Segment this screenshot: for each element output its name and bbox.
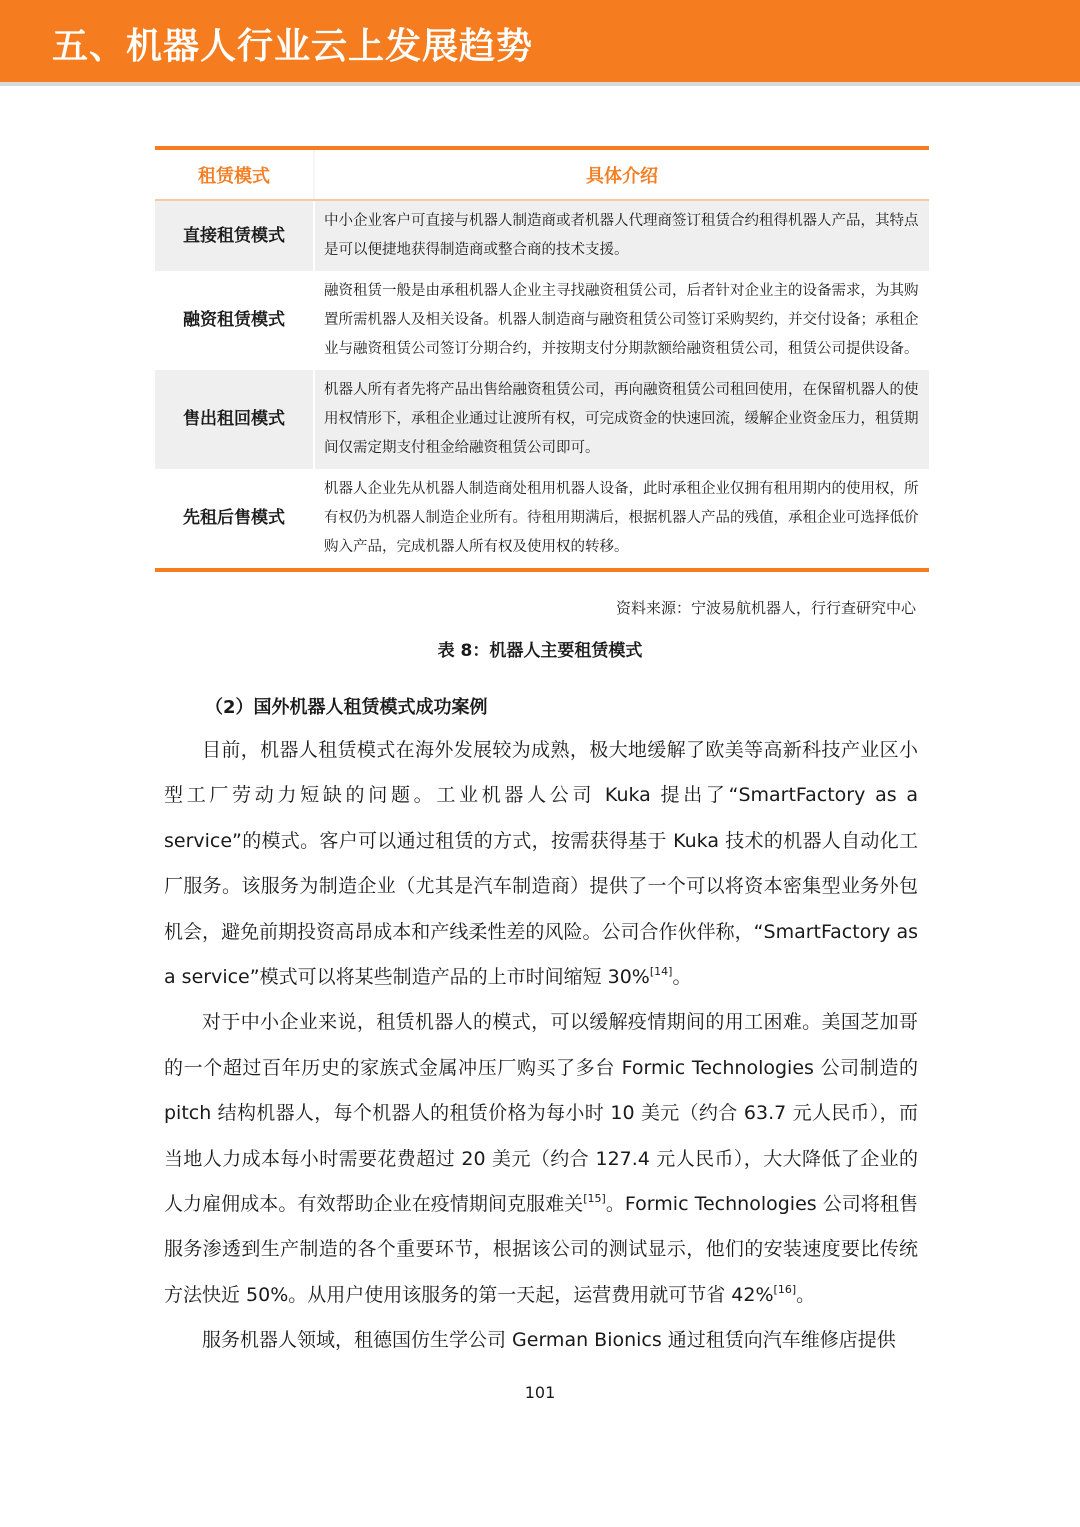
column-header-mode: 租赁模式 [155, 148, 314, 200]
body-text [164, 728, 918, 1364]
mode-cell: 融资租赁模式 [155, 271, 314, 370]
description-cell: 中小企业客户可直接与机器人制造商或者机器人代理商签订租赁合约租得机器人产品，其特点是可以便捷地获得制造商或整合商的技术支援。 [314, 200, 929, 271]
table-source-note: 资料来源：宁波易航机器人，行行查研究中心 [615, 599, 916, 617]
paragraph [164, 1000, 918, 1318]
subsection-heading: （2）国外机器人租赁模式成功案例 [205, 697, 488, 718]
mode-cell: 直接租赁模式 [155, 200, 314, 271]
paragraph [164, 728, 918, 1000]
mode-cell: 先租后售模式 [155, 469, 314, 570]
table-row [155, 370, 929, 469]
table-row [155, 271, 929, 370]
description-cell: 融资租赁一般是由承租机器人企业主寻找融资租赁公司，后者针对企业主的设备需求，为其购置所需机器人及相关设备。机器人制造商与融资租赁公司签订采购契约，并交付设备；承租企业与融资租赁公司签订分期合约，并按期支付分期款额给融资租赁公司，租赁公司提供设备。 [314, 271, 929, 370]
citation-ref: [15] [583, 1192, 606, 1206]
leasing-modes-table [155, 146, 929, 572]
section-header [0, 0, 1080, 86]
column-header-description: 具体介绍 [314, 148, 929, 200]
table-header-row [155, 148, 929, 200]
table-row [155, 469, 929, 570]
citation-ref: [14] [649, 965, 673, 979]
mode-cell: 售出租回模式 [155, 370, 314, 469]
citation-ref: [16] [773, 1282, 797, 1296]
description-cell: 机器人企业先从机器人制造商处租用机器人设备，此时承租企业仅拥有租用期内的使用权，所有权仍为机器人制造企业所有。待租用期满后，根据机器人产品的残值，承租企业可选择低价购入产品，完成机器人所有权及使用权的转移。 [314, 469, 929, 570]
paragraph [164, 1318, 918, 1363]
table-row [155, 200, 929, 271]
paragraph-text: 对于中小企业来说，租赁机器人的模式，可以缓解疫情期间的用工困难。美国芝加哥的一个超过百年历史的家族式金属冲压厂购买了多台 Formic Technologies 公司制造的 pitch 结构机器人，每个机器人的租赁价格为每小时 10 美元（约合 63.7 元人民币），而当地人力成本每小时需要花费超过 20 美元（约合 127.4 元人民币），大大降低了企业的人力雇佣成本。有效帮助企业在疫情期间克服难关 [164, 1011, 918, 1216]
paragraph-text: 目前，机器人租赁模式在海外发展较为成熟，极大地缓解了欧美等高新科技产业区小型工厂劳动力短缺的问题。工业机器人公司 Kuka 提出了“SmartFactory as a service”的模式。客户可以通过租赁的方式，按需获得基于 Kuka 技术的机器人自动化工厂服务。该服务为制造企业（尤其是汽车制造商）提供了一个可以将资本密集型业务外包机会，避免前期投资高昂成本和产线柔性差的风险。公司合作伙伴称，“SmartFactory as a service”模式可以将某些制造产品的上市时间缩短 30% [164, 739, 918, 989]
page-number: 101 [524, 1383, 556, 1402]
paragraph-text: 服务机器人领域，租德国仿生学公司 German Bionics 通过租赁向汽车维修店提供 [202, 1329, 896, 1352]
paragraph-text: 。 [796, 1283, 816, 1306]
description-cell: 机器人所有者先将产品出售给融资租赁公司，再向融资租赁公司租回使用，在保留机器人的使用权情形下，承租企业通过让渡所有权，可完成资金的快速回流，缓解企业资金压力，租赁期间仅需定期支付租金给融资租赁公司即可。 [314, 370, 929, 469]
table-caption: 表 8：机器人主要租赁模式 [437, 641, 643, 661]
paragraph-text: 。 [672, 966, 692, 989]
section-title: 五、机器人行业云上发展趋势 [52, 26, 534, 67]
paragraph-text: 。Formic Technologies 公司将租售服务渗透到生产制造的各个重要环节，根据该公司的测试显示，他们的安装速度要比传统方法快近 50%。从用户使用该服务的第一天起，运营费用就可节省 42% [164, 1193, 918, 1306]
